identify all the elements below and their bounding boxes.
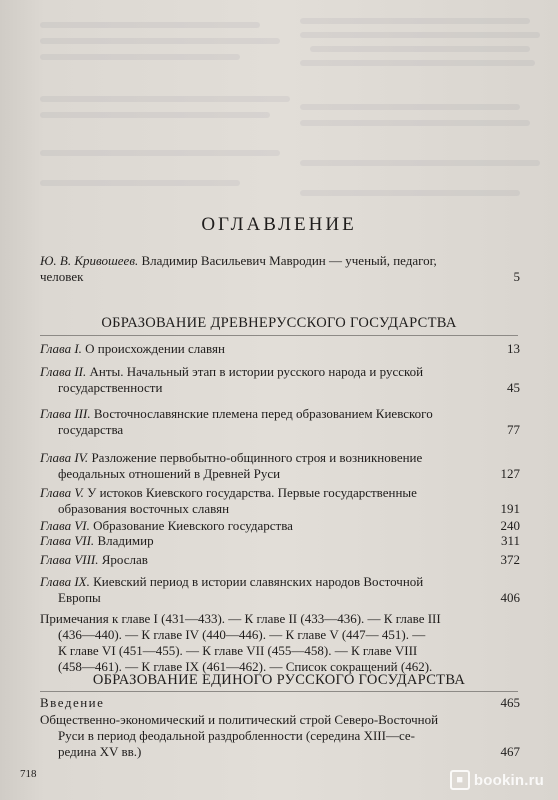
watermark-text: bookin.ru [473, 771, 544, 789]
notes-line: Примечания к главе I (431—433). — К главе II (433—436). — К главе III [40, 611, 441, 626]
introduction-page: 465 [500, 695, 520, 710]
chapter-title-cont: Руси в период феодальной раздробленности (середина XIII—се- [58, 728, 415, 743]
toc-entry-chapter9-body [40, 574, 520, 606]
chapter-page: 77 [507, 422, 520, 437]
notes-line: К главе VI (451—455). — К главе VII (455—458). — К главе VIII [58, 643, 418, 658]
toc-entry-section2-chapter [40, 712, 520, 760]
chapter-label: Глава VII. [40, 533, 95, 548]
intro-text-line2: человек [40, 269, 84, 284]
intro-page: 5 [513, 269, 520, 284]
chapter-label: Глава I. [40, 341, 82, 356]
chapter-page: 240 [500, 518, 520, 533]
chapter-title-cont: Европы [58, 590, 101, 605]
bookmark-icon: ■ [450, 770, 470, 790]
chapter-page: 311 [500, 533, 520, 548]
chapter-title-cont: государственности [58, 380, 163, 395]
chapter-title-cont: образования восточных славян [58, 501, 230, 516]
chapter-label: Глава III. [40, 406, 91, 421]
chapter-title: Ярослав [101, 552, 148, 567]
chapter-label: Глава VIII. [40, 552, 99, 567]
chapter-page: 467 [500, 744, 520, 759]
chapter-page: 45 [507, 380, 520, 395]
toc-entry-chapter2 [40, 364, 520, 396]
chapter-page: 406 [500, 590, 520, 605]
chapter-title-cont: феодальных отношений в Древней Руси [58, 466, 281, 481]
chapter-title: Разложение первобытно-общинного строя и возникновение [91, 450, 423, 465]
section2-heading: ОБРАЗОВАНИЕ ЕДИНОГО РУССКОГО ГОСУДАРСТВА [92, 672, 466, 688]
chapter-title: О происхождении славян [85, 341, 225, 356]
intro-author: Ю. В. Кривошеев. [40, 253, 139, 268]
toc-entry-chapter5 [40, 485, 520, 517]
chapter-label: Глава IX. [40, 574, 90, 589]
watermark [450, 770, 544, 790]
chapter-title: У истоков Киевского государства. Первые государственные [87, 485, 417, 500]
chapter-title: Владимир [97, 533, 154, 548]
notes-line: (436—440). — К главе IV (440—446). — К главе V (447— 451). — [58, 627, 426, 642]
chapter-page: 127 [500, 466, 520, 481]
page-number: 718 [20, 768, 37, 780]
chapter-page: 372 [500, 552, 520, 567]
chapter-page: 191 [500, 501, 520, 516]
divider [40, 691, 518, 692]
chapter-title: Образование Киевского государства [93, 518, 293, 533]
chapter-title: Анты. Начальный этап в истории русского народа и русской [89, 364, 424, 379]
divider [40, 335, 518, 336]
notes-line: (458—461). — К главе IX (461—462). — Список сокращений (462). [58, 659, 433, 674]
chapter-label: Глава IV. [40, 450, 89, 465]
section1-heading: ОБРАЗОВАНИЕ ДРЕВНЕРУССКОГО ГОСУДАРСТВА [101, 315, 457, 331]
chapter-label: Глава VI. [40, 518, 90, 533]
chapter-title: Киевский период в истории славянских народов Восточной [93, 574, 424, 589]
chapter-title-cont: редина XV вв.) [58, 744, 142, 759]
toc-entry-intro [40, 253, 520, 285]
chapter-page: 13 [507, 341, 520, 356]
toc-entry-introduction [40, 695, 520, 711]
toc-entry-chapter7 [40, 533, 520, 549]
toc-entry-chapter6 [40, 518, 520, 534]
toc-entry-chapter8 [40, 552, 520, 568]
chapter-label: Глава II. [40, 364, 87, 379]
introduction-label: Введение [40, 695, 105, 710]
toc-entry-chapter3 [40, 406, 520, 438]
chapter-title-cont: государства [58, 422, 124, 437]
intro-text-line1: Владимир Васильевич Мавродин — ученый, педагог, [141, 253, 437, 268]
chapter-title: Восточнославянские племена перед образованием Киевского [93, 406, 433, 421]
toc-entry-chapter4 [40, 450, 520, 482]
toc-notes [40, 611, 520, 675]
toc-entry-chapter1 [40, 341, 520, 357]
chapter-title: Общественно-экономический и политический строй Северо-Восточной [40, 712, 439, 727]
toc-title: ОГЛАВЛЕНИЕ [201, 214, 357, 235]
chapter-label: Глава V. [40, 485, 84, 500]
